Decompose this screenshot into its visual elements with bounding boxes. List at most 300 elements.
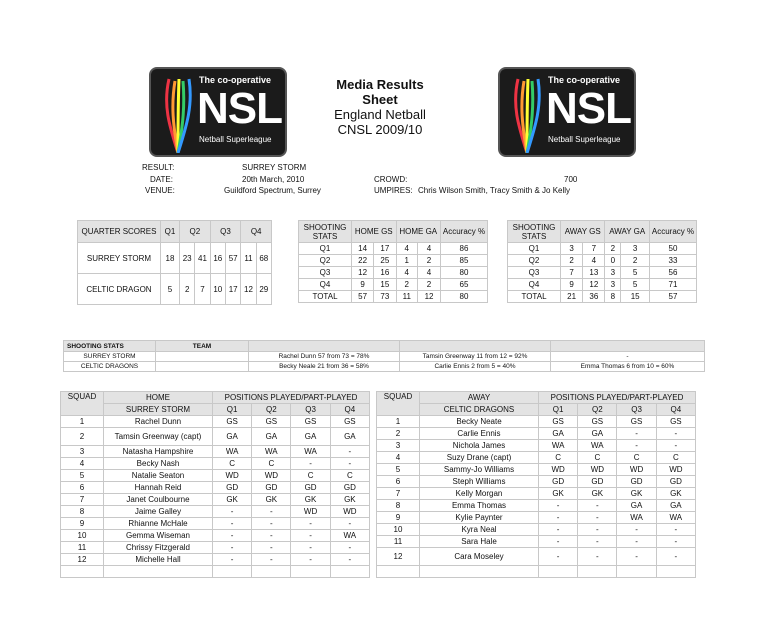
table-row (61, 530, 370, 542)
table-cell: GD (539, 476, 578, 488)
table-cell: GK (291, 494, 330, 506)
table-cell: 1 (396, 255, 418, 267)
table-row (61, 566, 370, 578)
table-cell: Chrissy Fitzgerald (104, 542, 213, 554)
table-cell: Cara Moseley (420, 548, 539, 566)
table-cell: GK (617, 488, 656, 500)
table-cell: GA (330, 428, 369, 446)
table-cell: 3 (605, 267, 621, 279)
table-cell: 5 (621, 267, 650, 279)
table-row (508, 291, 697, 303)
table-cell: Sara Hale (420, 536, 539, 548)
page-title-line2: Sheet (362, 92, 398, 107)
table-cell: Emma Thomas (420, 500, 539, 512)
table-cell: GD (656, 476, 695, 488)
table-cell: 5 (621, 279, 650, 291)
table-cell: 2 (396, 279, 418, 291)
score-cell: 7 (195, 274, 210, 305)
table-cell: - (656, 440, 695, 452)
score-cell: 17 (225, 274, 240, 305)
table-cell: - (617, 524, 656, 536)
shooter-stat: Rachel Dunn 57 from 73 = 78% (249, 352, 400, 362)
table-cell: GS (291, 416, 330, 428)
table-cell: 6 (61, 482, 104, 494)
table-cell: - (330, 458, 369, 470)
table-row (61, 446, 370, 458)
table-row (61, 554, 370, 566)
table-row (377, 428, 696, 440)
table-cell: - (578, 500, 617, 512)
table-cell: - (252, 542, 291, 554)
q2-header: Q2 (180, 221, 211, 243)
table-row (61, 482, 370, 494)
umpires-value: Chris Wilson Smith, Tracy Smith & Jo Kelly (418, 186, 571, 195)
table-row (377, 566, 696, 578)
table-cell: Steph Williams (420, 476, 539, 488)
table-row (299, 291, 488, 303)
table-cell: - (617, 536, 656, 548)
table-row (377, 452, 696, 464)
table-cell: 22 (352, 255, 374, 267)
table-cell: Q3 (508, 267, 561, 279)
table-cell: Carlie Ennis (420, 428, 539, 440)
table-cell: WD (578, 464, 617, 476)
home-gs-header: HOME GS (352, 221, 397, 243)
table-cell: Natasha Hampshire (104, 446, 213, 458)
table-cell: Becky Nash (104, 458, 213, 470)
table-row (377, 476, 696, 488)
shooting-stats-label: SHOOTING STATS (64, 341, 156, 352)
table-cell: 1 (377, 416, 420, 428)
team-name: CELTIC DRAGONS (64, 362, 156, 372)
shooting-header: SHOOTING STATS (508, 221, 561, 243)
table-cell: Kyra Neal (420, 524, 539, 536)
away-ga-header: AWAY GA (605, 221, 650, 243)
table-cell: 13 (583, 267, 605, 279)
table-cell: GD (291, 482, 330, 494)
quarter-scores-table (77, 220, 272, 305)
table-cell: 80 (441, 291, 488, 303)
table-cell: C (539, 452, 578, 464)
blank-cell (249, 341, 400, 352)
table-cell: Gemma Wiseman (104, 530, 213, 542)
table-row (508, 255, 697, 267)
table-cell: Tamsin Greenway (capt) (104, 428, 213, 446)
shooting-header: SHOOTING STATS (299, 221, 352, 243)
table-cell: - (656, 536, 695, 548)
table-cell: 4 (583, 255, 605, 267)
table-cell: 21 (561, 291, 583, 303)
blank-cell (330, 566, 369, 578)
table-cell: 10 (61, 530, 104, 542)
blank-cell (400, 341, 551, 352)
table-cell: 4 (61, 458, 104, 470)
table-cell: 12 (418, 291, 441, 303)
table-cell: - (617, 428, 656, 440)
table-cell: TOTAL (508, 291, 561, 303)
table-cell: - (213, 554, 252, 566)
score-cell: 16 (210, 243, 225, 274)
season: CNSL 2009/10 (337, 122, 423, 137)
table-cell: - (539, 524, 578, 536)
quarter-header: Q1 (539, 404, 578, 416)
table-row (377, 548, 696, 566)
table-cell: 4 (418, 267, 441, 279)
table-cell: - (578, 512, 617, 524)
table-row (299, 243, 488, 255)
team-name: CELTIC DRAGON (78, 274, 161, 305)
table-cell: WA (252, 446, 291, 458)
team-name: CELTIC DRAGONS (420, 404, 539, 416)
quarter-header: Q2 (252, 404, 291, 416)
table-cell: C (656, 452, 695, 464)
score-cell: 11 (241, 243, 256, 274)
table-cell: 8 (61, 506, 104, 518)
team-name: SURREY STORM (78, 243, 161, 274)
table-cell: 73 (374, 291, 396, 303)
table-cell: Kylie Paynter (420, 512, 539, 524)
table-cell: 9 (352, 279, 374, 291)
table-cell: Q4 (508, 279, 561, 291)
table-cell: GS (617, 416, 656, 428)
table-cell: 4 (377, 452, 420, 464)
table-cell: 12 (352, 267, 374, 279)
table-cell: - (213, 530, 252, 542)
table-cell: 15 (621, 291, 650, 303)
table-cell: 33 (650, 255, 697, 267)
table-cell: - (539, 512, 578, 524)
table-cell: 2 (621, 255, 650, 267)
result-label: RESULT: (142, 163, 175, 172)
table-cell: GS (539, 416, 578, 428)
shooter-stat: Tamsin Greenway 11 from 12 = 92% (400, 352, 551, 362)
home-header: HOME (104, 392, 213, 404)
table-cell: - (539, 536, 578, 548)
table-cell: Becky Neate (420, 416, 539, 428)
score-cell: 23 (180, 243, 195, 274)
nsl-logo-right: The co-operative NSL Netball Superleague (498, 67, 636, 157)
table-cell: 8 (605, 291, 621, 303)
table-row (78, 243, 272, 274)
score-cell: 57 (225, 243, 240, 274)
umpires-label: UMPIRES: (374, 186, 413, 195)
table-cell: C (252, 458, 291, 470)
table-cell: GK (656, 488, 695, 500)
flame-icon (159, 75, 197, 153)
table-cell: 11 (396, 291, 418, 303)
table-cell: WD (539, 464, 578, 476)
table-cell: 17 (374, 243, 396, 255)
table-row (377, 464, 696, 476)
score-cell: 29 (256, 274, 271, 305)
subtitle: England Netball (334, 107, 426, 122)
table-row (299, 267, 488, 279)
table-cell: Hannah Reid (104, 482, 213, 494)
crowd-label: CROWD: (374, 175, 408, 184)
table-cell: - (291, 554, 330, 566)
table-row (377, 440, 696, 452)
table-cell: GS (656, 416, 695, 428)
table-cell: 86 (441, 243, 488, 255)
table-cell: 50 (650, 243, 697, 255)
table-cell: C (617, 452, 656, 464)
table-cell: GA (213, 428, 252, 446)
quarter-header: Q3 (291, 404, 330, 416)
table-cell: Natalie Seaton (104, 470, 213, 482)
away-shooting-table (507, 220, 697, 303)
table-row (377, 524, 696, 536)
shooter-stat: Carlie Ennis 2 from 5 = 40% (400, 362, 551, 372)
table-cell: - (656, 428, 695, 440)
table-cell: Q3 (299, 267, 352, 279)
table-cell: 3 (561, 243, 583, 255)
table-cell: - (252, 518, 291, 530)
table-cell: 5 (377, 464, 420, 476)
table-cell: 12 (61, 554, 104, 566)
table-cell: 7 (377, 488, 420, 500)
table-cell: 71 (650, 279, 697, 291)
table-row (377, 536, 696, 548)
table-cell: GK (539, 488, 578, 500)
table-cell: 57 (352, 291, 374, 303)
accuracy-header: Accuracy % (650, 221, 697, 243)
table-cell: GD (213, 482, 252, 494)
table-row (61, 518, 370, 530)
quarter-header: QUARTER SCORES (78, 221, 161, 243)
table-cell: WA (617, 512, 656, 524)
table-cell: 16 (374, 267, 396, 279)
table-cell: 3 (61, 446, 104, 458)
table-cell: 15 (374, 279, 396, 291)
home-ga-header: HOME GA (396, 221, 441, 243)
table-cell: 12 (377, 548, 420, 566)
table-cell: 11 (61, 542, 104, 554)
shooter-stat: - (551, 352, 705, 362)
venue-label: VENUE: (145, 186, 175, 195)
table-cell: GA (617, 500, 656, 512)
table-cell: - (213, 518, 252, 530)
table-cell: WD (291, 506, 330, 518)
table-cell: GA (291, 428, 330, 446)
table-cell: WA (291, 446, 330, 458)
flame-icon (508, 75, 546, 153)
shooter-stat: Becky Neale 21 from 36 = 58% (249, 362, 400, 372)
positions-header: POSITIONS PLAYED/PART-PLAYED (539, 392, 696, 404)
page-title: Media Results (336, 77, 424, 92)
table-row (64, 362, 705, 372)
table-cell: Suzy Drane (capt) (420, 452, 539, 464)
table-row (61, 416, 370, 428)
table-cell: GA (656, 500, 695, 512)
table-cell: Michelle Hall (104, 554, 213, 566)
table-row (61, 458, 370, 470)
blank-cell (551, 341, 705, 352)
team-name: SURREY STORM (104, 404, 213, 416)
blank-cell (104, 566, 213, 578)
table-cell: 12 (583, 279, 605, 291)
blank-cell (578, 566, 617, 578)
table-cell: 4 (396, 243, 418, 255)
table-cell: Q1 (299, 243, 352, 255)
table-cell: 9 (561, 279, 583, 291)
table-row (377, 512, 696, 524)
table-cell: - (291, 458, 330, 470)
table-cell: C (213, 458, 252, 470)
table-row (61, 494, 370, 506)
table-cell: 7 (61, 494, 104, 506)
table-cell: - (291, 518, 330, 530)
table-cell: 2 (61, 428, 104, 446)
table-cell: C (330, 470, 369, 482)
table-cell: 2 (561, 255, 583, 267)
score-cell: 68 (256, 243, 271, 274)
table-cell: TOTAL (299, 291, 352, 303)
table-cell: - (578, 524, 617, 536)
table-cell: 9 (377, 512, 420, 524)
away-header: AWAY (420, 392, 539, 404)
blank-cell (420, 566, 539, 578)
table-cell: Q2 (508, 255, 561, 267)
q4-header: Q4 (241, 221, 272, 243)
table-cell: 8 (377, 500, 420, 512)
shooting-stats-team-table (63, 340, 705, 372)
nsl-logo-left: The co-operative NSL Netball Superleague (149, 67, 287, 157)
table-cell: GD (617, 476, 656, 488)
table-cell: - (539, 548, 578, 566)
table-cell: 2 (418, 279, 441, 291)
table-cell: 65 (441, 279, 488, 291)
table-cell: - (656, 524, 695, 536)
quarter-header: Q4 (656, 404, 695, 416)
table-row (299, 255, 488, 267)
score-cell: 5 (161, 274, 180, 305)
table-cell: GK (578, 488, 617, 500)
table-row (61, 542, 370, 554)
quarter-header: Q2 (578, 404, 617, 416)
table-cell: WD (213, 470, 252, 482)
blank-cell (377, 566, 420, 578)
quarter-header: Q1 (213, 404, 252, 416)
table-cell: GD (330, 482, 369, 494)
away-squad-table (376, 391, 696, 578)
table-cell: GD (578, 476, 617, 488)
table-row (377, 416, 696, 428)
table-cell: 56 (650, 267, 697, 279)
table-row (508, 267, 697, 279)
table-cell: - (578, 548, 617, 566)
table-cell: 0 (605, 255, 621, 267)
title-block (310, 77, 450, 137)
table-cell: - (291, 542, 330, 554)
table-cell: WA (578, 440, 617, 452)
table-row (299, 279, 488, 291)
table-cell: 9 (61, 518, 104, 530)
table-cell: WA (330, 530, 369, 542)
away-gs-header: AWAY GS (561, 221, 605, 243)
table-cell: Kelly Morgan (420, 488, 539, 500)
table-row (78, 274, 272, 305)
table-cell: 7 (561, 267, 583, 279)
score-cell: 41 (195, 243, 210, 274)
table-row (61, 428, 370, 446)
score-cell: 18 (161, 243, 180, 274)
table-cell: - (578, 536, 617, 548)
table-cell: GS (213, 416, 252, 428)
table-cell: 4 (418, 243, 441, 255)
team-label: TEAM (156, 341, 249, 352)
table-cell: WA (656, 512, 695, 524)
blank-cell (156, 362, 249, 372)
blank-cell (539, 566, 578, 578)
table-cell: GD (252, 482, 291, 494)
table-cell: 4 (396, 267, 418, 279)
table-cell: Q2 (299, 255, 352, 267)
q3-header: Q3 (210, 221, 241, 243)
q1-header: Q1 (161, 221, 180, 243)
score-cell: 12 (241, 274, 256, 305)
quarter-header: Q4 (330, 404, 369, 416)
blank-cell (213, 566, 252, 578)
table-row (61, 470, 370, 482)
table-cell: - (252, 506, 291, 518)
date-label: DATE: (150, 175, 173, 184)
table-cell: 2 (377, 428, 420, 440)
score-cell: 2 (180, 274, 195, 305)
table-cell: GA (539, 428, 578, 440)
table-row (377, 500, 696, 512)
table-cell: 11 (377, 536, 420, 548)
quarter-header: Q3 (617, 404, 656, 416)
table-cell: C (291, 470, 330, 482)
table-cell: 85 (441, 255, 488, 267)
score-cell: 10 (210, 274, 225, 305)
table-cell: WD (252, 470, 291, 482)
table-cell: GK (252, 494, 291, 506)
table-cell: 3 (605, 279, 621, 291)
table-cell: Jaime Galley (104, 506, 213, 518)
table-cell: GK (213, 494, 252, 506)
table-cell: 6 (377, 476, 420, 488)
squad-header: SQUAD (377, 392, 420, 416)
table-cell: WD (330, 506, 369, 518)
table-cell: - (291, 530, 330, 542)
table-row (508, 243, 697, 255)
table-cell: 1 (61, 416, 104, 428)
venue-value: Guildford Spectrum, Surrey (224, 186, 321, 195)
table-cell: GA (578, 428, 617, 440)
table-cell: - (330, 554, 369, 566)
table-cell: GA (252, 428, 291, 446)
table-cell: 57 (650, 291, 697, 303)
table-cell: GS (578, 416, 617, 428)
table-cell: Janet Coulbourne (104, 494, 213, 506)
home-squad-table (60, 391, 370, 578)
table-cell: 3 (377, 440, 420, 452)
table-cell: - (252, 530, 291, 542)
team-name: SURREY STORM (64, 352, 156, 362)
result-value: SURREY STORM (242, 163, 307, 172)
table-cell: WA (539, 440, 578, 452)
table-cell: - (330, 446, 369, 458)
table-row (377, 488, 696, 500)
squad-header: SQUAD (61, 392, 104, 416)
table-cell: - (213, 542, 252, 554)
blank-cell (617, 566, 656, 578)
date-value: 20th March, 2010 (242, 175, 305, 184)
accuracy-header: Accuracy % (441, 221, 488, 243)
table-cell: 14 (352, 243, 374, 255)
blank-cell (252, 566, 291, 578)
